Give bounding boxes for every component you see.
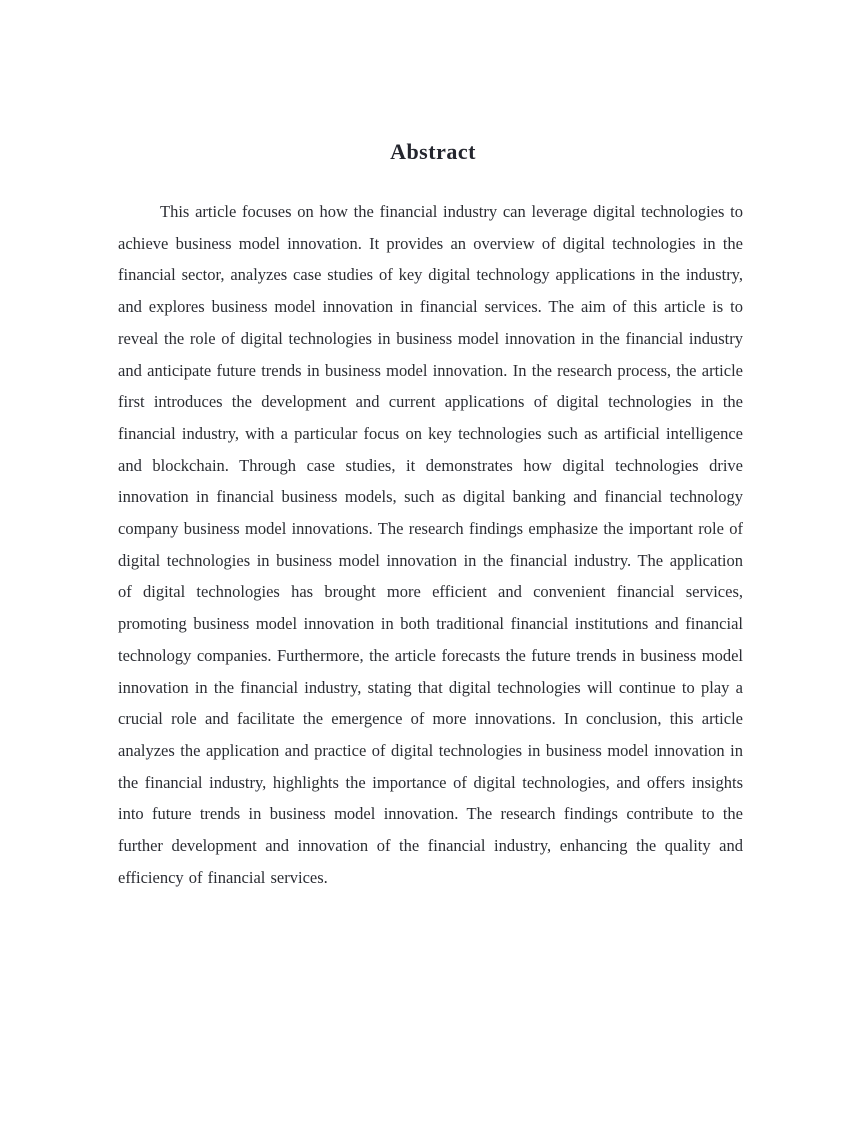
abstract-paragraph: This article focuses on how the financial industry can leverage digital technologies to achieve business model innovation. It provides an overview of digital technologies in the financial sector, analyzes case studies of key digital technology applications in the industry, and explores business model innovation in financial services. The aim of this article is to reveal the role of digital technologies in business model innovation in the financial industry and anticipate future trends in business model innovation. In the research process, the article first introduces the development and current applications of digital technologies in the financial industry, with a particular focus on key technologies such as artificial intelligence and blockchain. Through case studies, it demonstrates how digital technologies drive innovation in financial business models, such as digital banking and financial technology company business model innovations. The research findings emphasize the important role of digital technologies in business model innovation in the financial industry. The application of digital technologies has brought more efficient and convenient financial services, promoting business model innovation in both traditional financial institutions and financial technology companies. Furthermore, the article forecasts the future trends in business model innovation in the financial industry, stating that digital technologies will continue to play a crucial role and facilitate the emergence of more innovations. In conclusion, this article analyzes the application and practice of digital technologies in business model innovation in the financial industry, highlights the importance of digital technologies, and offers insights into future trends in business model innovation. The research findings contribute to the further development and innovation of the financial industry, enhancing the quality and efficiency of financial services. (118, 202, 743, 887)
abstract-heading: Abstract (390, 139, 476, 164)
